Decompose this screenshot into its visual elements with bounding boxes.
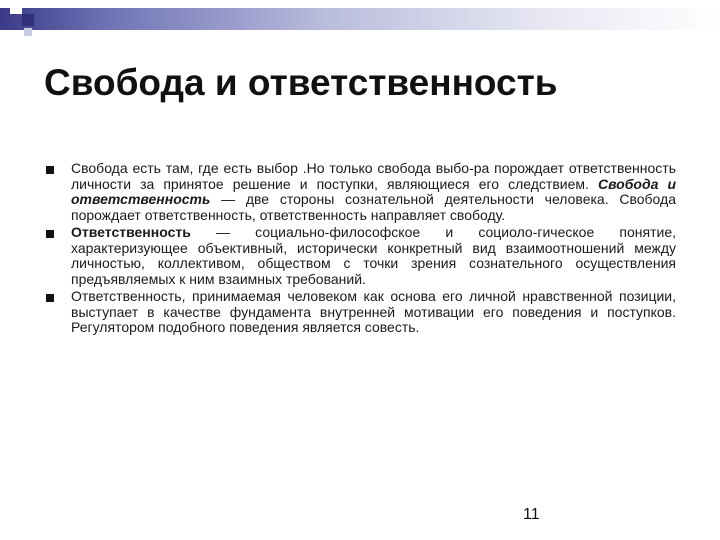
decorative-square [30, 0, 38, 8]
bullet-text [71, 289, 676, 336]
page-number: 11 [523, 506, 540, 523]
square-bullet-icon [46, 230, 54, 238]
decorative-square [22, 14, 34, 26]
bullet-text [71, 161, 676, 223]
bullet-item [46, 161, 676, 223]
decorative-header-bar [0, 8, 720, 30]
decorative-square [10, 2, 22, 14]
bullet-item [46, 225, 676, 287]
bullet-text-segment: — социально-философское и социоло-гическое понятие, характеризующее объективный, исторически конкретный вид взаимоотношений между личностью, коллективом, обществом с точки зрения сознательного осуществления предъявляемых к ним взаимных требований. [71, 224, 676, 287]
bullet-text-segment: Ответственность, принимаемая человеком как основа его личной нравственной позиции, выступает в качестве фундамента внутренней мотивации его поведения и поступков. Регулятором подобного поведения является совесть. [71, 288, 676, 335]
bullet-text [71, 225, 676, 287]
bullet-text-emphasis: Ответственность [71, 224, 191, 240]
slide-title: Свобода и ответственность [44, 62, 558, 103]
bullet-list [46, 161, 676, 338]
decorative-square [24, 28, 32, 36]
square-bullet-icon [46, 166, 54, 174]
bullet-text-segment: Свобода есть там, где есть выбор .Но только свобода выбо-ра порождает ответственность личности за принятое решение и поступки, являющиеся его следствием. [71, 160, 676, 192]
square-bullet-icon [46, 294, 54, 302]
bullet-text-emphasis: Свобода и ответственность [71, 175, 677, 207]
bullet-item [46, 289, 676, 336]
bullet-text-segment: — две стороны сознательной деятельности человека. Свобода порождает ответственность, ответственность направляет свободу. [71, 191, 676, 223]
